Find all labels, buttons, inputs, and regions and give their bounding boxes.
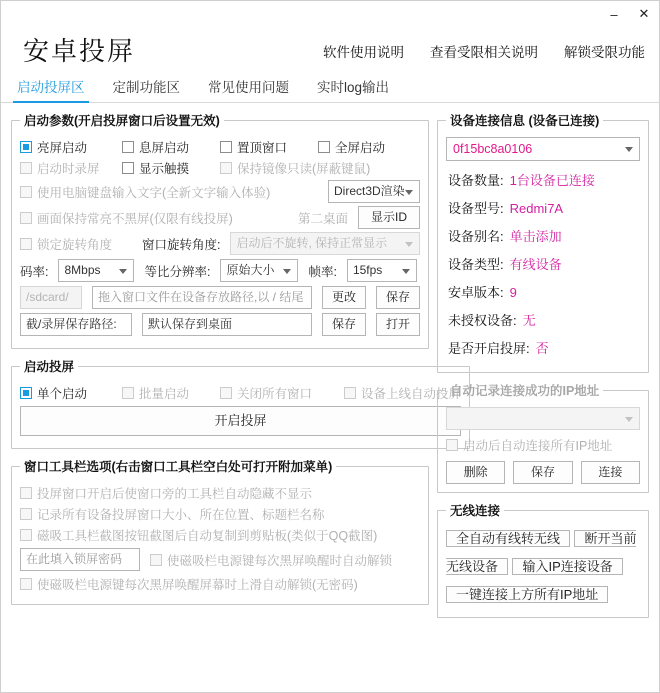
device-model-value: Redmi7A <box>509 201 564 216</box>
checkbox-box-icon <box>20 162 32 174</box>
checkbox-pc-keyboard-input[interactable] <box>20 183 318 201</box>
checkbox-label: 置顶窗口 <box>237 141 288 155</box>
show-id-button[interactable]: 显示ID <box>358 206 420 229</box>
checkbox-remember-window-state[interactable] <box>20 505 325 523</box>
checkbox-box-icon <box>20 529 32 541</box>
saved-ip-select[interactable] <box>446 407 640 430</box>
capture-path-input[interactable]: 默认保存到桌面 <box>142 313 312 336</box>
app-header <box>1 35 659 71</box>
startup-params-row-5 <box>20 232 420 255</box>
auto-ip-legend: 自动记录连接成功的IP地址 <box>450 384 600 398</box>
checkbox-box-icon <box>122 141 134 153</box>
start-cast-options <box>20 384 461 402</box>
device-alias-value[interactable]: 单击添加 <box>509 229 562 244</box>
checkbox-auto-unlock-with-password[interactable] <box>150 551 392 569</box>
checkbox-label: 亮屏启动 <box>37 141 88 155</box>
rotation-angle-select[interactable]: 启动后不旋转, 保持正常显示 <box>230 232 420 255</box>
disconnect-wireless-button[interactable]: 断开当前无线设备 <box>446 531 637 574</box>
checkbox-box-icon <box>122 162 134 174</box>
auto-connect-row <box>446 436 640 454</box>
checkbox-label: 磁吸工具栏截图按钮截图后自动复制到剪贴板(类似于QQ截图) <box>37 529 378 543</box>
checkbox-bright-start[interactable] <box>20 138 112 156</box>
right-column <box>437 111 649 680</box>
device-id-select[interactable]: 0f15bc8a0106 <box>446 137 640 161</box>
checkbox-label: 保持镜像只读(屏蔽键鼠) <box>237 162 371 176</box>
device-alias-row[interactable] <box>448 226 638 245</box>
android-version-row <box>448 282 638 301</box>
checkbox-box-icon <box>318 141 330 153</box>
device-type-row <box>448 254 638 273</box>
lock-option-row-2 <box>20 575 420 593</box>
checkbox-readonly-mirror[interactable] <box>220 159 370 177</box>
lock-password-input[interactable]: 在此填入锁屏密码 <box>20 548 140 571</box>
framerate-select[interactable]: 15fps <box>347 259 417 282</box>
rotation-angle-label: 窗口旋转角度: <box>142 237 221 252</box>
bitrate-label: 码率: <box>20 264 49 279</box>
checkbox-label: 使用电脑键盘输入文字(全新文字输入体验) <box>37 185 271 200</box>
checkbox-label: 锁定旋转角度 <box>37 237 113 252</box>
wireless-group <box>437 501 649 618</box>
checkbox-label: 启动后自动连接所有IP地址 <box>463 439 613 453</box>
toolbar-options-legend: 窗口工具栏选项(右击窗口工具栏空白处可打开附加菜单) <box>24 460 333 474</box>
minimize-icon[interactable]: – <box>610 6 618 22</box>
device-alias-label: 设备别名: <box>448 229 504 244</box>
checkbox-box-icon <box>20 387 32 399</box>
render-mode-select[interactable]: Direct3D渲染 <box>328 180 420 203</box>
android-version-label: 安卓版本: <box>448 285 504 300</box>
checkbox-box-icon <box>344 387 356 399</box>
unauthorized-devices-value: 无 <box>522 313 536 328</box>
left-column <box>11 111 462 680</box>
checkbox-box-icon <box>220 162 232 174</box>
checkbox-close-all-windows[interactable] <box>220 384 334 402</box>
checkbox-topmost-window[interactable] <box>220 138 308 156</box>
framerate-label: 帧率: <box>308 264 337 279</box>
device-path-input[interactable]: 拖入窗口文件在设备存放路径,以 / 结尾 <box>92 286 312 309</box>
toolbar-option-row-3 <box>20 526 420 544</box>
checkbox-record-on-start[interactable] <box>20 159 112 177</box>
checkbox-label: 使磁吸栏电源键每次黑屏唤醒屏幕时上滑自动解锁(无密码) <box>37 578 358 592</box>
page-title: 安卓投屏 <box>23 36 136 66</box>
save-path-button[interactable]: 保存 <box>376 286 420 309</box>
tab-faq[interactable]: 常见使用问题 <box>208 80 289 95</box>
casting-status-label: 是否开启投屏: <box>448 341 530 356</box>
checkbox-box-icon <box>446 439 458 451</box>
checkbox-box-icon <box>122 387 134 399</box>
checkbox-label: 关闭所有窗口 <box>237 387 313 401</box>
capture-path-label: 截/录屏保存路径: <box>20 313 132 336</box>
checkbox-keep-screen-on[interactable] <box>20 209 288 227</box>
checkbox-box-icon <box>220 387 232 399</box>
checkbox-box-icon <box>20 487 32 499</box>
toolbar-option-row-2 <box>20 505 420 523</box>
startup-params-row-3 <box>20 180 420 203</box>
connect-all-ip-button[interactable]: 一键连接上方所有IP地址 <box>446 586 608 603</box>
start-cast-legend: 启动投屏 <box>24 360 75 374</box>
unauthorized-devices-row <box>448 310 638 329</box>
open-capture-path-button[interactable]: 打开 <box>376 313 420 336</box>
device-info-legend: 设备连接信息 (设备已连接) <box>450 114 600 128</box>
change-path-button[interactable]: 更改 <box>322 286 366 309</box>
main-content <box>1 103 659 686</box>
toolbar-option-row-1 <box>20 484 420 502</box>
save-capture-path-button[interactable]: 保存 <box>322 313 366 336</box>
close-icon[interactable]: ✕ <box>638 6 650 21</box>
checkbox-box-icon <box>220 141 232 153</box>
android-version-value: 9 <box>509 285 517 300</box>
checkbox-label: 启动时录屏 <box>37 162 100 176</box>
checkbox-auto-unlock-swipe[interactable] <box>20 575 358 593</box>
checkbox-autohide-toolbar[interactable] <box>20 484 312 502</box>
checkbox-single-start[interactable] <box>20 384 112 402</box>
connect-by-ip-button[interactable]: 输入IP连接设备 <box>512 558 622 575</box>
checkbox-auto-connect-all-ip[interactable] <box>446 436 612 454</box>
checkbox-label: 使磁吸栏电源键每次黑屏唤醒时自动解锁 <box>167 553 393 568</box>
tab-start-cast[interactable]: 启动投屏区 <box>17 76 85 102</box>
auto-ip-group <box>437 381 649 493</box>
startup-params-group <box>11 111 429 349</box>
startup-params-row-2 <box>20 159 420 177</box>
checkbox-label: 设备上线自动投屏 <box>361 387 462 401</box>
startup-params-row-6 <box>20 259 420 282</box>
device-type-value: 有线设备 <box>509 257 562 272</box>
checkbox-lock-rotation[interactable] <box>20 235 132 253</box>
casting-status-value: 否 <box>535 341 549 356</box>
device-model-row <box>448 198 638 217</box>
device-model-label: 设备型号: <box>448 201 504 216</box>
startup-params-row-7 <box>20 286 420 309</box>
link-restriction-notes[interactable]: 查看受限相关说明 <box>430 45 538 60</box>
startup-params-row-4 <box>20 206 420 229</box>
wireless-legend: 无线连接 <box>450 504 501 518</box>
sdcard-prefix-field[interactable]: /sdcard/ <box>20 286 82 309</box>
checkbox-show-touches[interactable] <box>122 159 210 177</box>
delete-ip-button[interactable]: 删除 <box>446 461 505 484</box>
checkbox-box-icon <box>20 238 32 250</box>
checkbox-label: 画面保持常亮不黑屏(仅限有线投屏) <box>37 211 233 226</box>
bitrate-select[interactable]: 8Mbps <box>58 259 134 282</box>
checkbox-box-icon <box>20 578 32 590</box>
link-usage-instructions[interactable]: 软件使用说明 <box>323 45 404 60</box>
toolbar-options-group <box>11 457 429 605</box>
window-controls <box>599 1 659 27</box>
start-cast-action-row <box>20 406 461 436</box>
auto-ip-buttons <box>446 461 640 484</box>
checkbox-box-icon <box>20 212 32 224</box>
startup-params-row-1 <box>20 138 420 156</box>
device-count-value: 1台设备已连接 <box>509 173 595 188</box>
checkbox-label: 记录所有设备投屏窗口大小、所在位置、标题栏名称 <box>37 508 325 522</box>
device-info-group <box>437 111 649 373</box>
checkbox-box-icon <box>20 186 32 198</box>
resolution-select[interactable]: 原始大小 <box>220 259 298 282</box>
checkbox-box-icon <box>150 554 162 566</box>
checkbox-batch-start[interactable] <box>122 384 210 402</box>
checkbox-fullscreen-start[interactable] <box>318 138 385 156</box>
device-count-label: 设备数量: <box>448 173 504 188</box>
device-count-row <box>448 170 638 189</box>
title-bar <box>1 1 659 35</box>
checkbox-label: 息屏启动 <box>139 141 190 155</box>
auto-wired-to-wireless-button[interactable]: 全自动有线转无线 <box>446 530 570 547</box>
checkbox-label: 投屏窗口开启后使窗口旁的工具栏自动隐藏不显示 <box>37 487 313 501</box>
tab-custom-features[interactable]: 定制功能区 <box>112 80 180 95</box>
tab-realtime-log[interactable]: 实时log输出 <box>317 80 390 95</box>
link-unlock-features[interactable]: 解锁受限功能 <box>564 45 645 60</box>
save-ip-button[interactable]: 保存 <box>513 461 572 484</box>
lock-password-row <box>20 548 420 571</box>
checkbox-label: 全屏启动 <box>335 141 386 155</box>
unauthorized-devices-label: 未授权设备: <box>448 313 517 328</box>
tab-bar <box>1 71 659 103</box>
startup-params-row-8 <box>20 313 420 336</box>
connect-ip-button[interactable]: 连接 <box>581 461 640 484</box>
checkbox-label: 单个启动 <box>37 387 88 401</box>
checkbox-label: 批量启动 <box>139 387 190 401</box>
device-type-label: 设备类型: <box>448 257 504 272</box>
start-cast-button[interactable]: 开启投屏 <box>20 406 461 436</box>
start-cast-group <box>11 357 470 449</box>
resolution-label: 等比分辨率: <box>144 264 211 279</box>
casting-status-row <box>448 338 638 357</box>
second-desktop-label: 第二桌面 <box>297 211 348 226</box>
checkbox-box-icon <box>20 141 32 153</box>
checkbox-label: 显示触摸 <box>139 162 190 176</box>
checkbox-box-icon <box>20 508 32 520</box>
checkbox-copy-screenshot-clipboard[interactable] <box>20 526 377 544</box>
header-links <box>323 41 645 61</box>
startup-params-legend: 启动参数(开启投屏窗口后设置无效) <box>24 114 220 128</box>
checkbox-screenoff-start[interactable] <box>122 138 210 156</box>
